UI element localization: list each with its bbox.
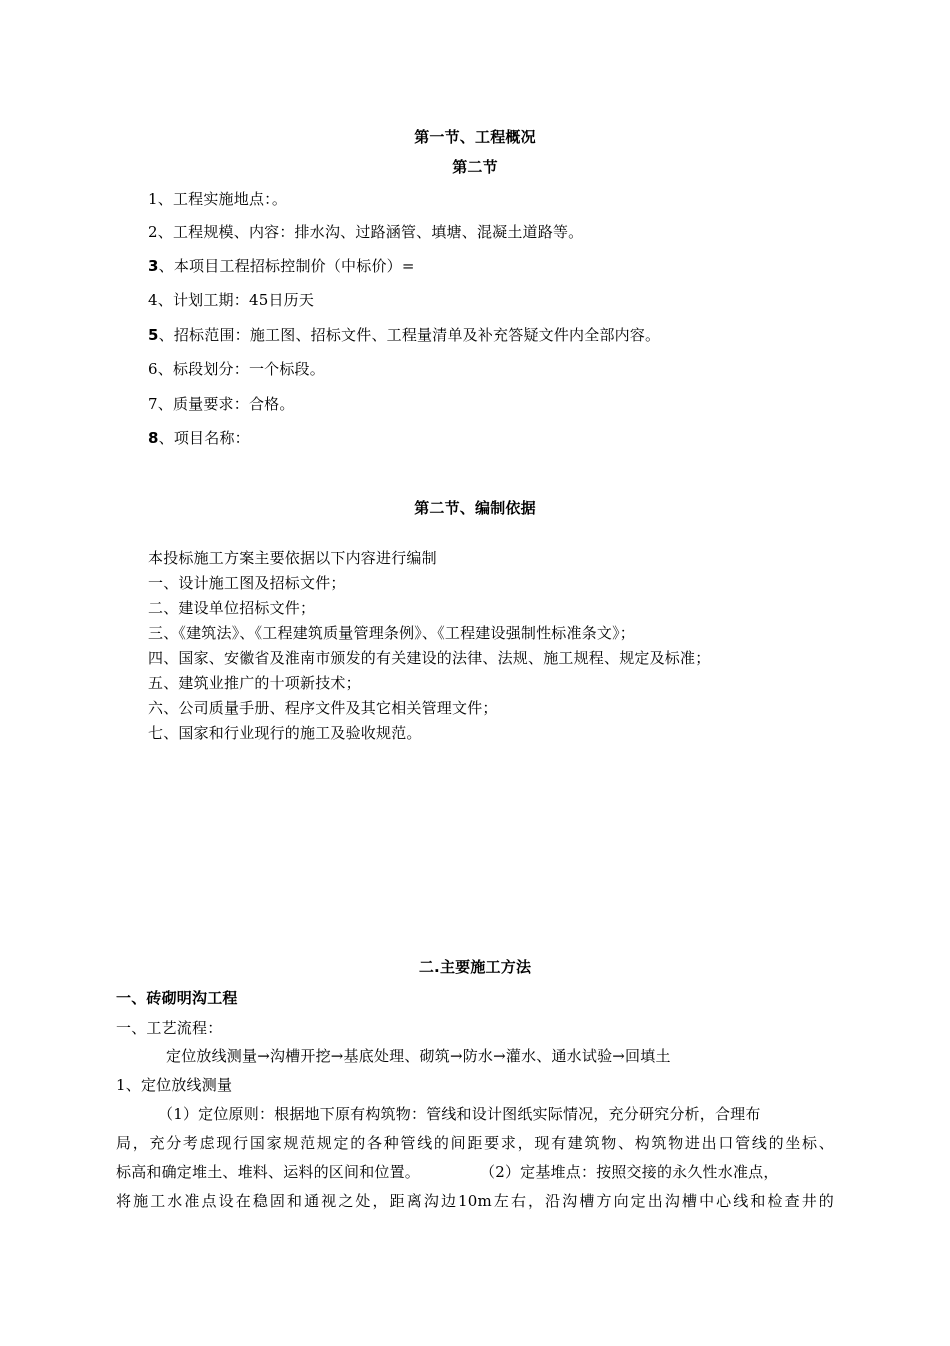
item-number: 1 bbox=[148, 190, 158, 208]
section2-title: 第二节、编制依据 bbox=[414, 499, 536, 517]
basis-intro: 本投标施工方案主要依据以下内容进行编制 bbox=[148, 549, 437, 567]
item-text: 、项目名称： bbox=[158, 429, 250, 447]
paragraph-line-4: 将施工水准点设在稳固和通视之处，距离沟边10m左右，沿沟槽方向定出沟槽中心线和检查井的 bbox=[116, 1192, 834, 1210]
item-number: 8 bbox=[148, 429, 159, 447]
section1-subtitle: 第二节 bbox=[452, 158, 498, 176]
overview-item-2 bbox=[148, 222, 583, 242]
basis-item-3: 三、《建筑法》、《工程建筑质量管理条例》、《工程建设强制性标准条文》； bbox=[148, 624, 636, 642]
overview-item-1 bbox=[148, 189, 287, 209]
process-label: 一、工艺流程： bbox=[116, 1019, 223, 1037]
paragraph-line-2: 局，充分考虑现行国家规范规定的各种管线的间距要求，现有建筑物、构筑物进出口管线的坐标、 bbox=[116, 1134, 834, 1152]
process-flow: 定位放线测量→沟槽开挖→基底处理、砌筑→防水→灌水、通水试验→回填土 bbox=[166, 1047, 671, 1065]
paragraph-line-3-part-b: （2）定基堆点：按照交接的永久性水准点， bbox=[480, 1163, 779, 1181]
item-number: 6 bbox=[148, 360, 158, 378]
basis-item-4: 四、国家、安徽省及淮南市颁发的有关建设的法律、法规、施工规程、规定及标准； bbox=[148, 649, 711, 667]
item-text: 、招标范围：施工图、招标文件、工程量清单及补充答疑文件内全部内容。 bbox=[158, 326, 661, 344]
section3-heading: 一、砖砌明沟工程 bbox=[116, 989, 238, 1007]
overview-item-3 bbox=[148, 256, 415, 276]
item-text: 、工程规模、内容：排水沟、过路涵管、填塘、混凝土道路等。 bbox=[157, 223, 584, 241]
step1-label: 1、定位放线测量 bbox=[116, 1076, 233, 1094]
overview-item-8 bbox=[148, 428, 250, 448]
item-number: 2 bbox=[148, 223, 158, 241]
overview-item-6 bbox=[148, 359, 325, 379]
item-text: 、计划工期：45日历天 bbox=[157, 291, 315, 309]
item-number: 7 bbox=[148, 395, 158, 413]
item-number: 4 bbox=[148, 291, 158, 309]
item-text: 、质量要求：合格。 bbox=[157, 395, 295, 413]
item-text: 、本项目工程招标控制价（中标价）= bbox=[158, 257, 415, 275]
paragraph-line-3 bbox=[116, 1162, 779, 1182]
basis-item-2: 二、建设单位招标文件； bbox=[148, 599, 316, 617]
overview-item-7 bbox=[148, 394, 295, 414]
section1-title: 第一节、工程概况 bbox=[414, 128, 536, 146]
item-number: 5 bbox=[148, 326, 159, 344]
section3-title: 二.主要施工方法 bbox=[418, 958, 532, 976]
basis-item-1: 一、设计施工图及招标文件； bbox=[148, 574, 346, 592]
basis-item-5: 五、建筑业推广的十项新技术； bbox=[148, 674, 361, 692]
item-text: 、标段划分：一个标段。 bbox=[157, 360, 325, 378]
basis-item-6: 六、公司质量手册、程序文件及其它相关管理文件； bbox=[148, 699, 498, 717]
item-number: 3 bbox=[148, 257, 159, 275]
paragraph-line-1: （1）定位原则：根据地下原有构筑物：管线和设计图纸实际情况，充分研究分析，合理布 bbox=[158, 1105, 761, 1123]
overview-item-4 bbox=[148, 290, 314, 310]
paragraph-line-3-part-a: 标高和确定堆土、堆料、运料的区间和位置。 bbox=[116, 1163, 421, 1181]
basis-item-7: 七、国家和行业现行的施工及验收规范。 bbox=[148, 724, 422, 742]
overview-item-5 bbox=[148, 325, 660, 345]
item-text: 、工程实施地点：。 bbox=[157, 190, 288, 208]
